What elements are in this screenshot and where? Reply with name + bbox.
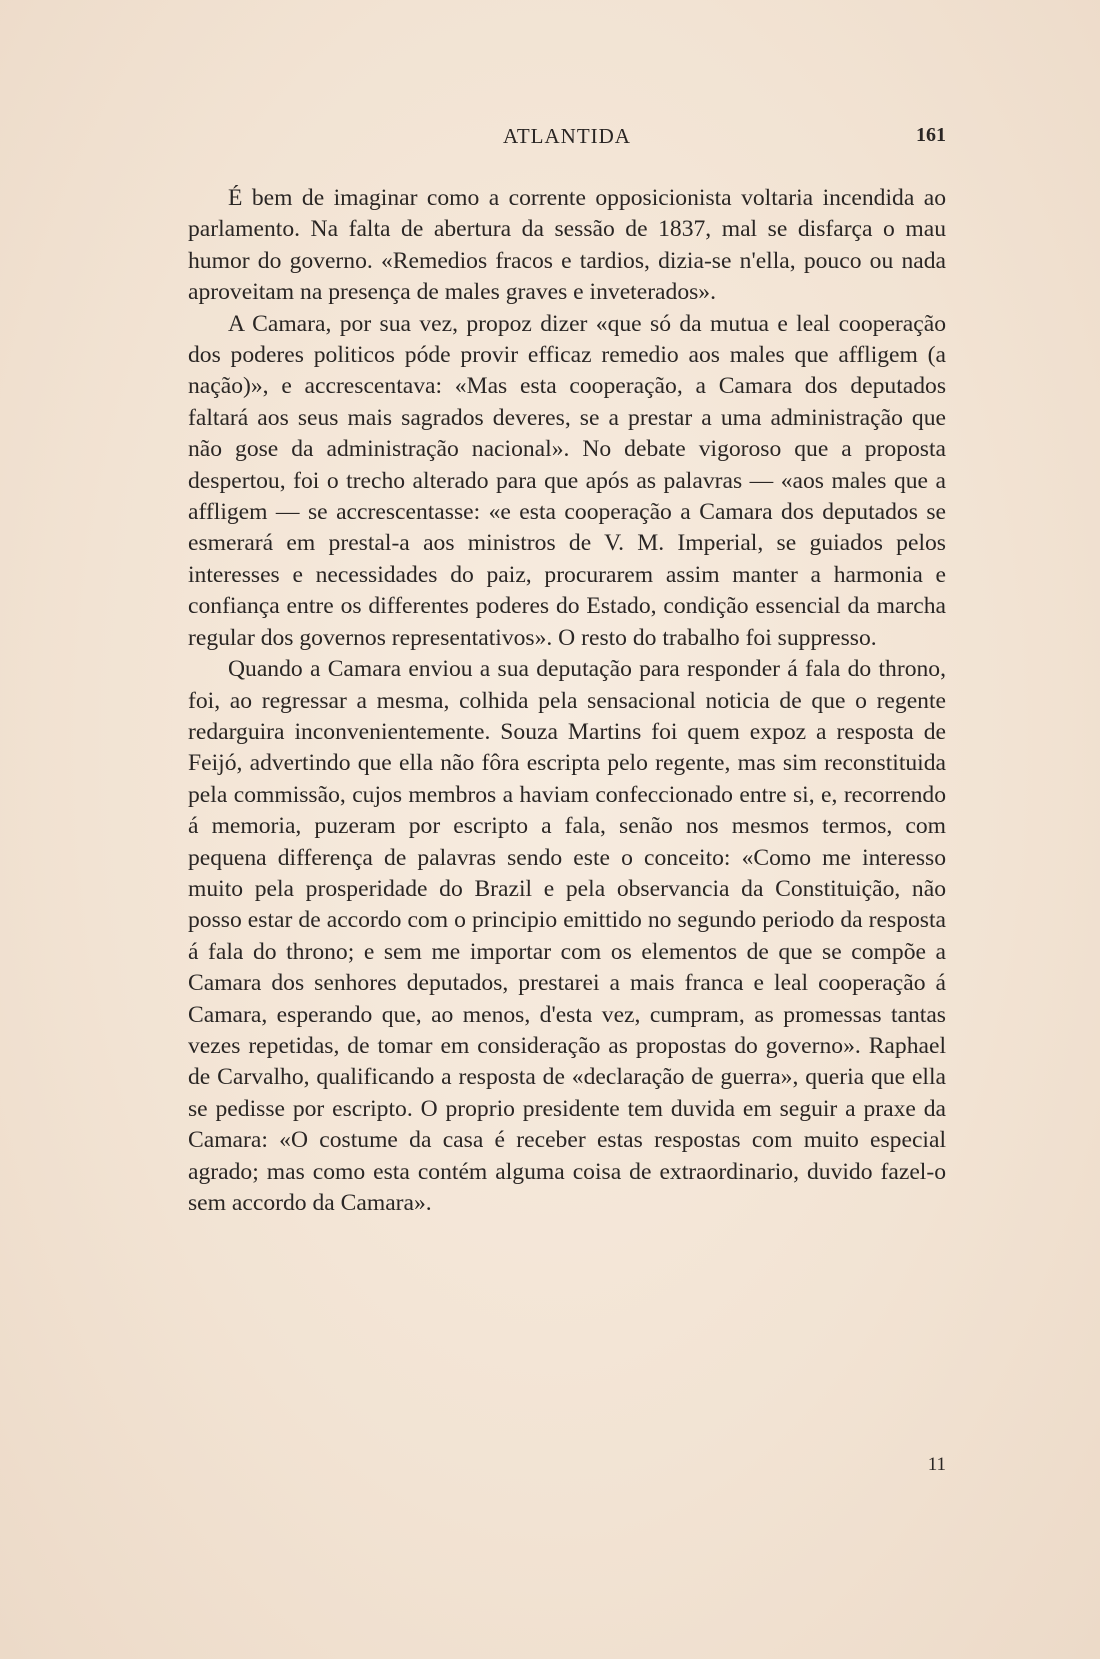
- paragraph: Quando a Camara enviou a sua deputação para responder á fala do throno, foi, ao regressar a mesma, colhida pela sensacional noticia de que o regente redarguira inconvenientemente. Souza Martins foi quem expoz a resposta de Feijó, advertindo que ella não fôra escripta pelo regente, mas sim reconstituida pela commissão, cujos membros a haviam confeccionado entre si, e, recorrendo á memoria, puzeram por escripto a fala, senão nos mesmos termos, com pequena differença de palavras sendo este o conceito: «Como me interesso muito pela prosperidade do Brazil e pela observancia da Constituição, não posso estar de accordo com o principio emittido no segundo periodo da resposta á fala do throno; e sem me importar com os elementos de que se compõe a Camara dos senhores deputados, prestarei a mais franca e leal cooperação á Camara, esperando que, ao menos, d'esta vez, cumpram, as promessas tantas vezes repetidas, de tomar em consideração as propostas do governo». Raphael de Carvalho, qualificando a resposta de «declaração de guerra», queria que ella se pedisse por escripto. O proprio presidente tem duvida em seguir a praxe da Camara: «O costume da casa é receber estas respostas com muito especial agrado; mas como esta contém alguma coisa de extraordinario, duvido fazel-o sem accordo da Camara».: [188, 656, 946, 1216]
- body-text: [188, 183, 946, 1219]
- paragraph: A Camara, por sua vez, propoz dizer «que só da mutua e leal cooperação dos poderes politicos póde provir efficaz remedio aos males que affligem (a nação)», e accrescentava: «Mas esta cooperação, a Camara dos deputados faltará aos seus mais sagrados deveres, se a prestar a uma administração que não gose da administração nacional». No debate vigoroso que a proposta despertou, foi o trecho alterado para que após as palavras — «aos males que a affligem — se accrescentasse: «e esta cooperação a Camara dos deputados se esmerará em prestal-a aos ministros de V. M. Imperial, se guiados pelos interesses e necessidades do paiz, procurarem assim manter a harmonia e confiança entre os differentes poderes do Estado, condição essencial da marcha regular dos governos representativos». O resto do trabalho foi suppresso.: [188, 310, 946, 651]
- running-head-title: ATLANTIDA: [503, 124, 631, 148]
- page-number: 161: [916, 124, 946, 146]
- paragraph: É bem de imaginar como a corrente opposicionista voltaria incendida ao parlamento. Na falta de abertura da sessão de 1837, mal se disfarça o mau humor do governo. «Remedios fracos e tardios, dizia-se n'ella, pouco ou nada aproveitam na presença de males graves e inveterados».: [188, 185, 946, 306]
- signature-mark: 11: [927, 1454, 946, 1475]
- running-head: [188, 124, 946, 154]
